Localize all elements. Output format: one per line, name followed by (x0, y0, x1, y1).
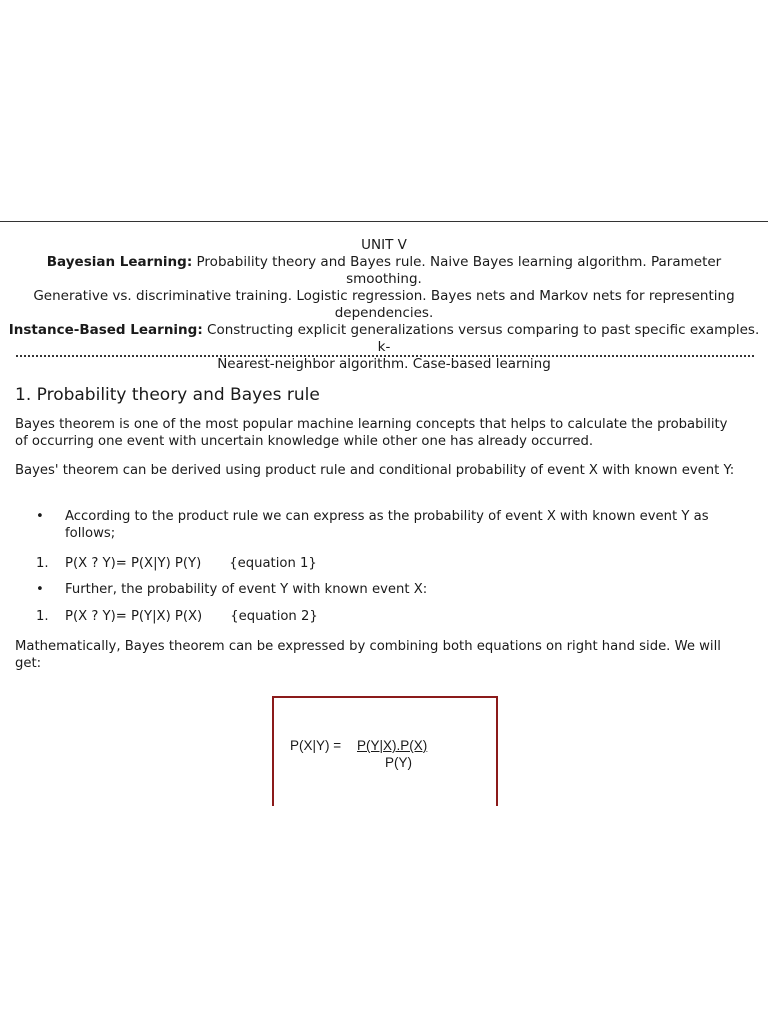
bayesian-text-1: Probability theory and Bayes rule. Naive Bayes learning algorithm. Parameter smoothing. (192, 254, 722, 287)
equation-1-label: {equation 1} (229, 556, 317, 571)
instance-syllabus-line-1 (8, 322, 760, 356)
equation-2: P(X ? Y)= P(Y|X) P(X) (65, 609, 203, 624)
formula-numerator: P(Y|X).P(X) (357, 738, 428, 753)
bullet-marker: • (36, 509, 44, 524)
equation-1-row (65, 555, 735, 572)
equation-2-row (65, 608, 735, 625)
number-marker: 1. (36, 609, 49, 624)
bayesian-syllabus-line-3: dependencies. (334, 305, 434, 321)
top-divider (0, 221, 768, 222)
paragraph-bayes-intro: Bayes theorem is one of the most popular machine learning concepts that helps to calculate the probability of occurring one event with uncertain knowledge while other one has already occurred. (15, 417, 728, 449)
bullet-marker: • (36, 582, 44, 597)
bayes-formula-box (272, 696, 498, 806)
equation-1: P(X ? Y)= P(X|Y) P(Y) (65, 556, 202, 571)
instance-syllabus-line-2: Nearest-neighbor algorithm. Case-based learning (217, 356, 551, 372)
section-title: 1. Probability theory and Bayes rule (15, 385, 320, 405)
list-item-text: Further, the probability of event Y with known event X: (65, 582, 428, 597)
instance-text-1: Constructing explicit generalizations versus comparing to past specific examples. k- (202, 322, 760, 355)
bayesian-syllabus-line-2: Generative vs. discriminative training. Logistic regression. Bayes nets and Markov nets for representing (33, 288, 735, 304)
unit-title: UNIT V (361, 237, 407, 253)
formula-lhs: P(X|Y) = (290, 738, 342, 753)
formula-denominator: P(Y) (385, 755, 412, 770)
dotted-separator (16, 355, 754, 357)
paragraph-bayes-combined: Mathematically, Bayes theorem can be expressed by combining both equations on right hand side. We will get: (15, 639, 721, 671)
unit-header (8, 237, 760, 373)
bayesian-syllabus-line-1 (8, 254, 760, 288)
paragraph-bayes-derivation: Bayes' theorem can be derived using product rule and conditional probability of event X with known event Y: (15, 463, 735, 478)
instance-label: Instance-Based Learning: (8, 322, 203, 338)
bayesian-label: Bayesian Learning: (46, 254, 193, 270)
equation-2-label: {equation 2} (230, 609, 318, 624)
number-marker: 1. (36, 556, 49, 571)
list-item-text: According to the product rule we can express as the probability of event X with known event Y as follows; (65, 509, 709, 541)
